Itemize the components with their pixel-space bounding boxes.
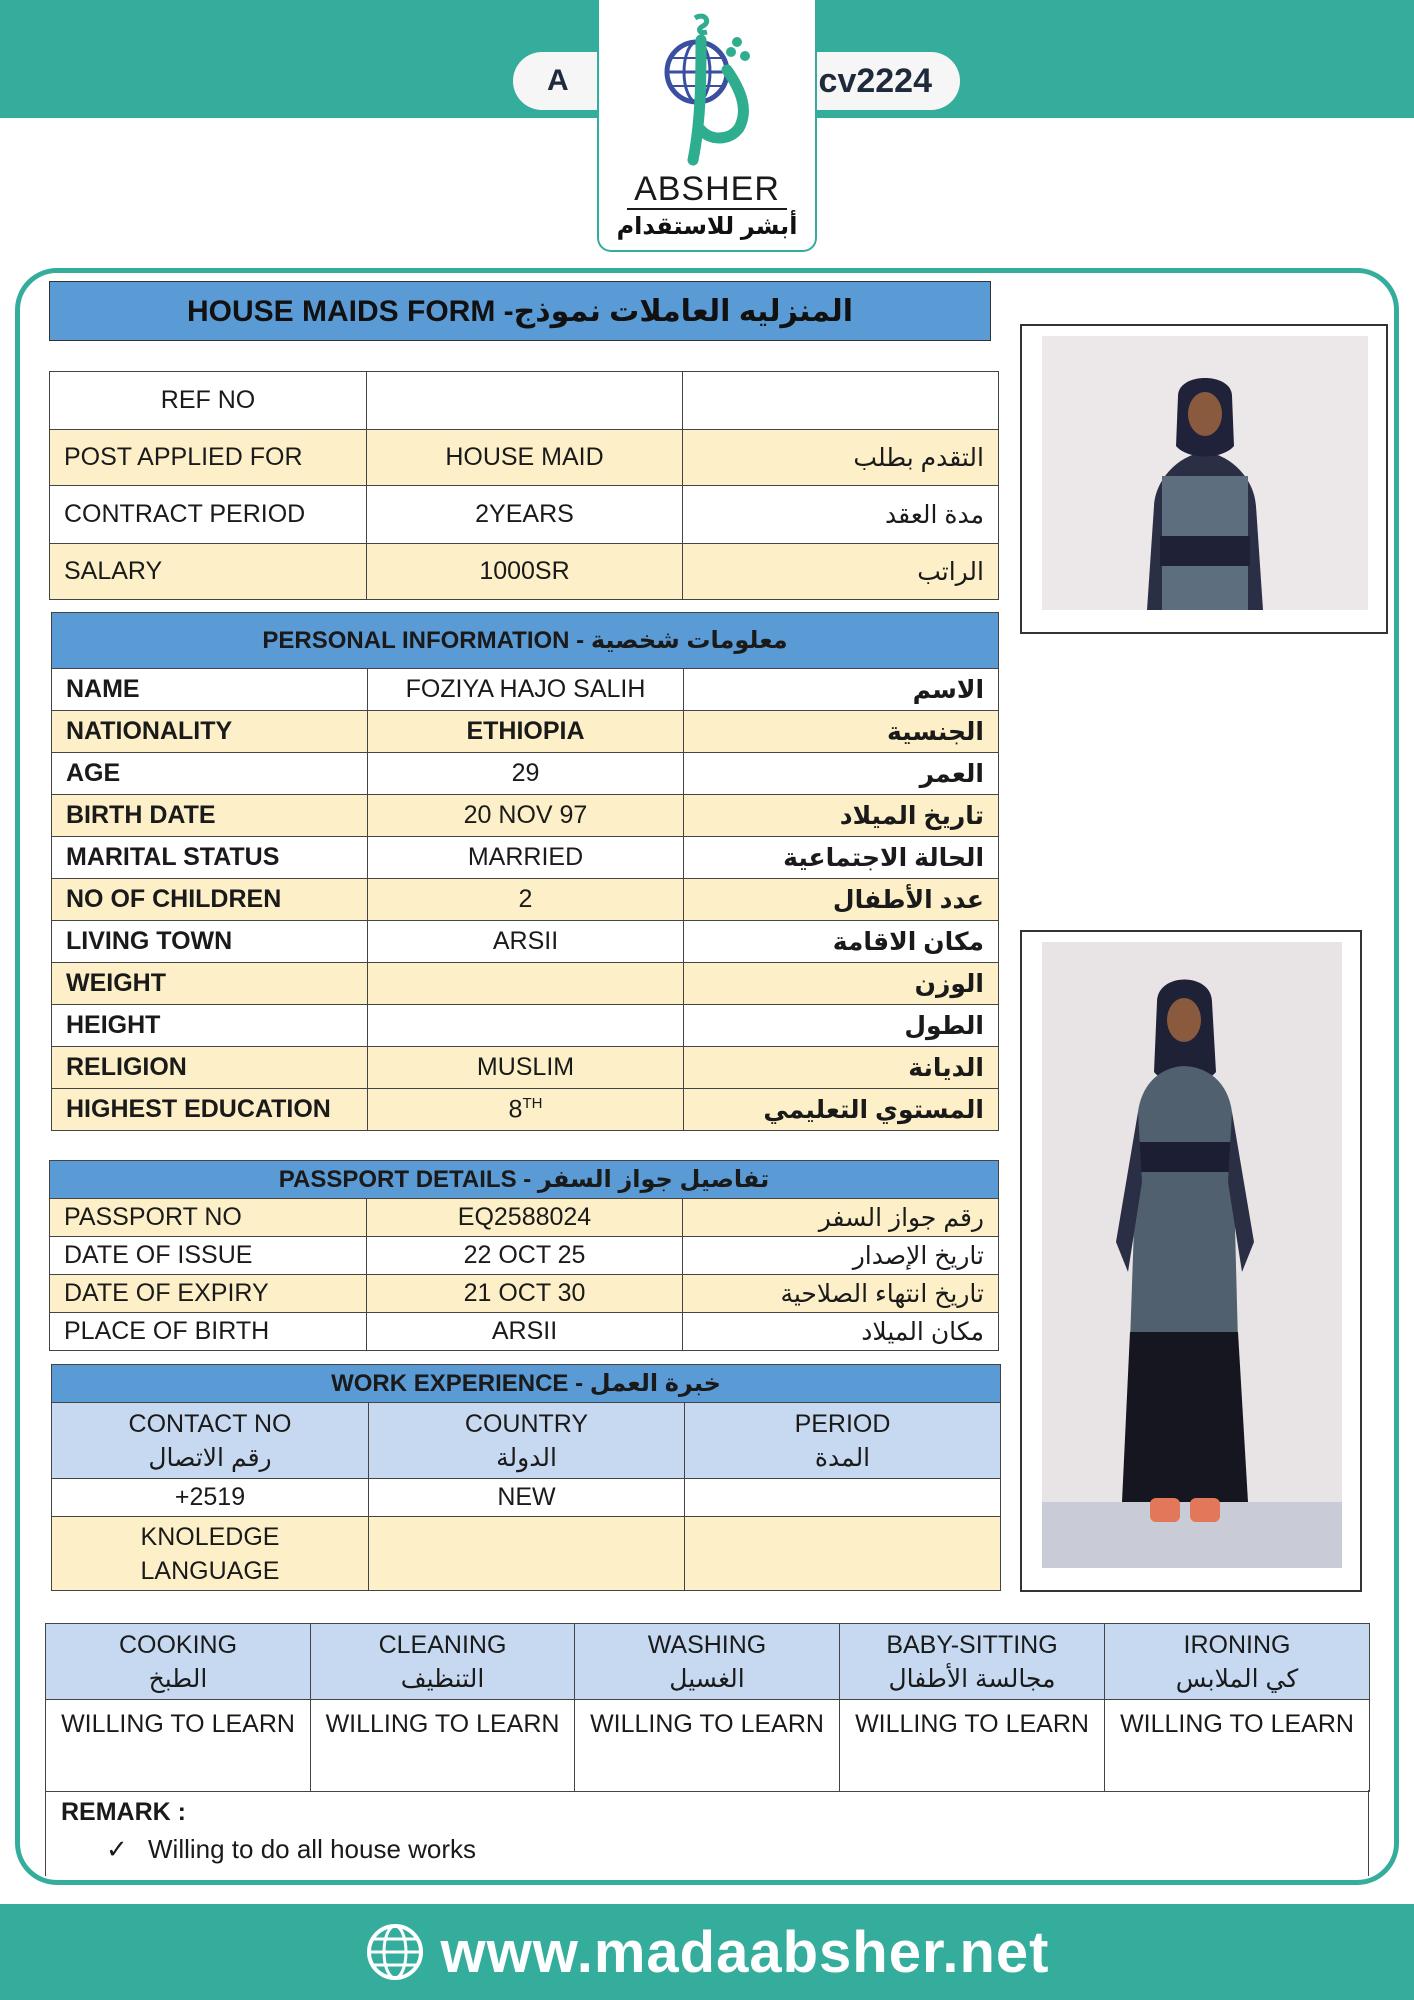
age-value: 29 xyxy=(368,753,684,795)
skills-header-row xyxy=(46,1624,1370,1700)
period-header-ar: المدة xyxy=(814,1443,871,1472)
skills-table xyxy=(45,1623,1370,1792)
skill-washing-label-ar: الغسيل xyxy=(669,1664,745,1693)
name-value: FOZIYA HAJO SALIH xyxy=(368,669,684,711)
logo-emblem-icon xyxy=(649,10,769,170)
place-of-birth-value: ARSII xyxy=(367,1313,683,1351)
education-value-suffix: TH xyxy=(522,1094,543,1112)
passport-heading: PASSPORT DETAILS - تفاصيل جواز السفر xyxy=(50,1161,999,1199)
passport-heading-row xyxy=(50,1161,999,1199)
knowledge-value xyxy=(369,1517,685,1591)
photo-portrait-frame xyxy=(1020,324,1388,634)
photo-full-body xyxy=(1042,942,1342,1568)
skill-cleaning-label-ar: التنظيف xyxy=(400,1664,485,1693)
table-row xyxy=(52,711,999,753)
children-value: 2 xyxy=(368,879,684,921)
table-row xyxy=(52,879,999,921)
ref-no-label-ar xyxy=(683,372,999,430)
absher-logo xyxy=(597,0,817,252)
knowledge-label: KNOLEDGE xyxy=(140,1522,280,1551)
post-applied-label-ar: التقدم بطلب xyxy=(683,430,999,486)
living-town-label: LIVING TOWN xyxy=(52,921,368,963)
table-row xyxy=(52,963,999,1005)
contact-no-header: CONTACT NO xyxy=(128,1409,292,1438)
photo-portrait xyxy=(1042,336,1368,610)
website-url[interactable]: www.madaabsher.net xyxy=(440,1919,1050,1985)
post-applied-value: HOUSE MAID xyxy=(367,430,683,486)
period-value xyxy=(685,1479,1001,1517)
weight-label: WEIGHT xyxy=(52,963,368,1005)
remark-item xyxy=(106,1834,476,1865)
person-full-body-icon xyxy=(1042,942,1342,1568)
table-row xyxy=(52,669,999,711)
passport-no-value: EQ2588024 xyxy=(367,1199,683,1237)
issue-date-label: DATE OF ISSUE xyxy=(50,1237,367,1275)
skill-cooking-label: COOKING xyxy=(118,1630,238,1659)
knowledge-extra xyxy=(685,1517,1001,1591)
marital-status-label-ar: الحالة الاجتماعية xyxy=(684,837,999,879)
place-of-birth-label: PLACE OF BIRTH xyxy=(50,1313,367,1351)
skill-baby-sitting-label-ar: مجالسة الأطفال xyxy=(888,1664,1056,1693)
logo-text-ar: أبشر للاستقدام xyxy=(616,213,798,240)
ref-no-value xyxy=(367,372,683,430)
skill-washing-header xyxy=(575,1624,840,1700)
table-row xyxy=(50,372,999,430)
country-column xyxy=(369,1403,685,1479)
height-value xyxy=(368,1005,684,1047)
table-row xyxy=(50,1313,999,1351)
table-row xyxy=(52,795,999,837)
issue-date-value: 22 OCT 25 xyxy=(367,1237,683,1275)
contact-no-header-ar: رقم الاتصال xyxy=(148,1443,272,1472)
table-row xyxy=(50,430,999,486)
table-row xyxy=(52,753,999,795)
skill-ironing-header xyxy=(1105,1624,1370,1700)
contact-no-column xyxy=(52,1403,369,1479)
children-label-ar: عدد الأطفال xyxy=(684,879,999,921)
skill-cleaning-header xyxy=(311,1624,575,1700)
country-header: COUNTRY xyxy=(464,1409,589,1438)
skill-cooking-value: WILLING TO LEARN xyxy=(46,1700,311,1792)
skill-cooking-label-ar: الطبخ xyxy=(148,1664,208,1693)
table-row xyxy=(52,1005,999,1047)
marital-status-value: MARRIED xyxy=(368,837,684,879)
skill-washing-label: WASHING xyxy=(647,1630,767,1659)
table-row xyxy=(52,1089,999,1131)
job-table xyxy=(49,371,999,600)
person-portrait-icon xyxy=(1042,336,1368,610)
table-row xyxy=(50,1199,999,1237)
weight-label-ar: الوزن xyxy=(684,963,999,1005)
religion-label-ar: الديانة xyxy=(684,1047,999,1089)
age-label: AGE xyxy=(52,753,368,795)
logo-text-en: ABSHER xyxy=(634,170,780,208)
skills-value-row xyxy=(46,1700,1370,1792)
language-label: LANGUAGE xyxy=(140,1556,280,1585)
nationality-label: NATIONALITY xyxy=(52,711,368,753)
remark-item-text: Willing to do all house works xyxy=(148,1834,477,1864)
passport-no-label: PASSPORT NO xyxy=(50,1199,367,1237)
country-header-ar: الدولة xyxy=(496,1443,557,1472)
footer-website[interactable] xyxy=(0,1904,1414,2000)
knowledge-row xyxy=(52,1517,1001,1591)
children-label: NO OF CHILDREN xyxy=(52,879,368,921)
salary-label: SALARY xyxy=(50,544,367,600)
birth-date-label-ar: تاريخ الميلاد xyxy=(684,795,999,837)
table-row xyxy=(52,837,999,879)
work-heading-row xyxy=(52,1365,1001,1403)
work-experience-table xyxy=(51,1364,1001,1591)
expiry-date-label-ar: تاريخ انتهاء الصلاحية xyxy=(683,1275,999,1313)
height-label: HEIGHT xyxy=(52,1005,368,1047)
contract-period-label: CONTRACT PERIOD xyxy=(50,486,367,544)
skill-baby-sitting-header xyxy=(840,1624,1105,1700)
living-town-value: ARSII xyxy=(368,921,684,963)
personal-info-table xyxy=(51,612,999,1131)
work-experience-heading: WORK EXPERIENCE - خبرة العمل xyxy=(52,1365,1001,1403)
ref-no-label: REF NO xyxy=(50,372,367,430)
skill-ironing-value: WILLING TO LEARN xyxy=(1105,1700,1370,1792)
expiry-date-value: 21 OCT 30 xyxy=(367,1275,683,1313)
period-column xyxy=(685,1403,1001,1479)
remark-section xyxy=(45,1790,1369,1876)
skill-cleaning-label: CLEANING xyxy=(378,1630,507,1659)
passport-table xyxy=(49,1160,999,1351)
photo-full-body-frame xyxy=(1020,930,1362,1592)
skill-baby-sitting-value: WILLING TO LEARN xyxy=(840,1700,1105,1792)
skill-baby-sitting-label: BABY-SITTING xyxy=(886,1630,1058,1659)
period-header: PERIOD xyxy=(794,1409,891,1438)
table-row xyxy=(50,1275,999,1313)
age-label-ar: العمر xyxy=(684,753,999,795)
salary-value: 1000SR xyxy=(367,544,683,600)
table-row xyxy=(50,486,999,544)
birth-date-label: BIRTH DATE xyxy=(52,795,368,837)
nationality-value: ETHIOPIA xyxy=(368,711,684,753)
skill-cooking-header xyxy=(46,1624,311,1700)
skill-washing-value: WILLING TO LEARN xyxy=(575,1700,840,1792)
knowledge-language-label xyxy=(52,1517,369,1591)
table-row xyxy=(52,921,999,963)
education-label: HIGHEST EDUCATION xyxy=(52,1089,368,1131)
religion-label: RELIGION xyxy=(52,1047,368,1089)
check-icon: ✓ xyxy=(106,1834,128,1864)
table-row xyxy=(52,1047,999,1089)
contract-period-value: 2YEARS xyxy=(367,486,683,544)
post-applied-label: POST APPLIED FOR xyxy=(50,430,367,486)
weight-value xyxy=(368,963,684,1005)
country-value: NEW xyxy=(369,1479,685,1517)
logo-divider xyxy=(627,208,787,210)
nationality-label-ar: الجنسية xyxy=(684,711,999,753)
name-label: NAME xyxy=(52,669,368,711)
expiry-date-label: DATE OF EXPIRY xyxy=(50,1275,367,1313)
education-value-number: 8 xyxy=(508,1095,523,1124)
skill-ironing-label: IRONING xyxy=(1183,1630,1291,1659)
table-row xyxy=(52,1479,1001,1517)
personal-info-heading-row xyxy=(52,613,999,669)
personal-info-heading: PERSONAL INFORMATION - معلومات شخصية xyxy=(52,613,999,669)
marital-status-label: MARITAL STATUS xyxy=(52,837,368,879)
education-label-ar: المستوي التعليمي xyxy=(684,1089,999,1131)
height-label-ar: الطول xyxy=(684,1005,999,1047)
cv-code-text: cv2224 xyxy=(818,61,932,100)
issue-date-label-ar: تاريخ الإصدار xyxy=(683,1237,999,1275)
contact-no-value: +2519 xyxy=(52,1479,369,1517)
form-title: HOUSE MAIDS FORM -المنزليه العاملات نموذج xyxy=(49,281,991,341)
work-columns-row xyxy=(52,1403,1001,1479)
remark-title: REMARK : xyxy=(61,1798,186,1826)
religion-value: MUSLIM xyxy=(368,1047,684,1089)
name-label-ar: الاسم xyxy=(684,669,999,711)
contract-period-label-ar: مدة العقد xyxy=(683,486,999,544)
birth-date-value: 20 NOV 97 xyxy=(368,795,684,837)
skill-cleaning-value: WILLING TO LEARN xyxy=(311,1700,575,1792)
salary-label-ar: الراتب xyxy=(683,544,999,600)
living-town-label-ar: مكان الاقامة xyxy=(684,921,999,963)
passport-no-label-ar: رقم جواز السفر xyxy=(683,1199,999,1237)
code-left-text: A xyxy=(547,64,569,97)
table-row xyxy=(50,1237,999,1275)
education-value xyxy=(368,1089,684,1131)
skill-ironing-label-ar: كي الملابس xyxy=(1175,1664,1299,1693)
globe-icon xyxy=(365,1922,425,1982)
table-row xyxy=(50,544,999,600)
place-of-birth-label-ar: مكان الميلاد xyxy=(683,1313,999,1351)
